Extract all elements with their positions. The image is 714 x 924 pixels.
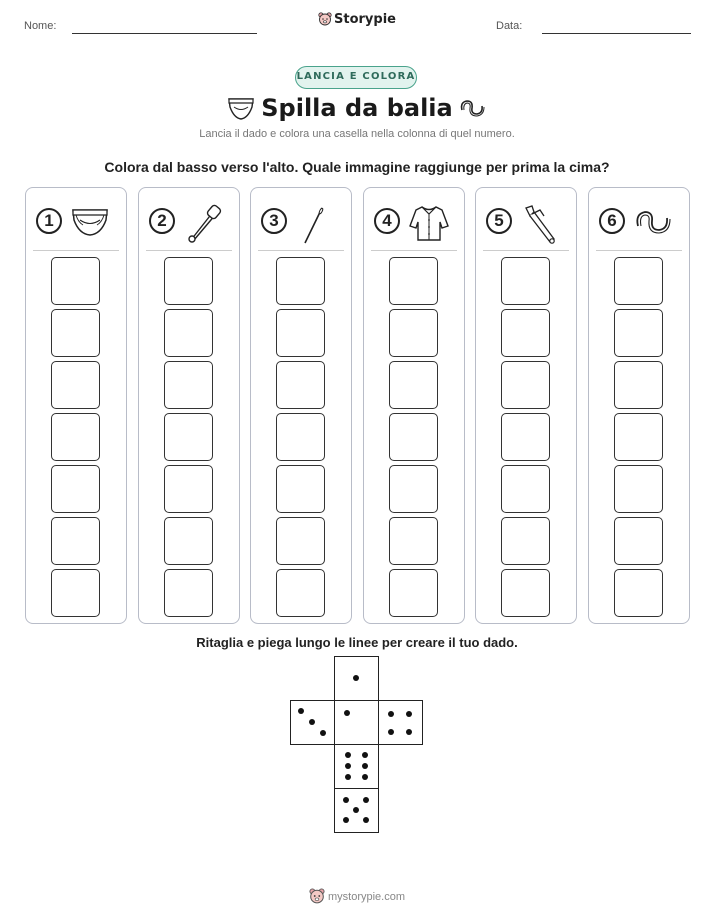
cell[interactable] — [164, 413, 213, 461]
storypie-bear-icon — [309, 888, 325, 904]
cell[interactable] — [51, 309, 100, 357]
pip — [363, 817, 369, 823]
cell[interactable] — [164, 309, 213, 357]
column-6 — [588, 187, 690, 624]
cell[interactable] — [164, 569, 213, 617]
cell[interactable] — [501, 517, 550, 565]
page-title: Spilla da balia — [261, 94, 453, 122]
activity-badge: LANCIA E COLORA — [295, 66, 417, 89]
date-label: Data: — [496, 20, 523, 32]
pip — [343, 797, 349, 803]
cell[interactable] — [501, 309, 550, 357]
cell[interactable] — [276, 569, 325, 617]
column-divider — [258, 250, 344, 251]
cell[interactable] — [501, 465, 550, 513]
cell[interactable] — [276, 309, 325, 357]
cell[interactable] — [501, 413, 550, 461]
name-label: Nome: — [24, 20, 57, 32]
column-divider — [33, 250, 119, 251]
pip — [298, 708, 304, 714]
cell[interactable] — [51, 413, 100, 461]
cell[interactable] — [501, 361, 550, 409]
storypie-bear-icon — [318, 12, 332, 26]
footer-url[interactable]: mystorypie.com — [327, 891, 406, 903]
column-number: 3 — [261, 208, 287, 234]
cell[interactable] — [164, 465, 213, 513]
safety-pin-icon — [183, 204, 223, 244]
cell[interactable] — [614, 257, 663, 305]
cell[interactable] — [51, 361, 100, 409]
pip — [406, 711, 412, 717]
column-5 — [475, 187, 577, 624]
brand-logo — [0, 12, 714, 27]
cell[interactable] — [389, 413, 438, 461]
die-face-5 — [334, 788, 379, 833]
column-3 — [250, 187, 352, 624]
cell[interactable] — [164, 361, 213, 409]
cell[interactable] — [51, 517, 100, 565]
cell[interactable] — [501, 569, 550, 617]
coloring-instruction: Colora dal basso verso l'alto. Quale immagine raggiunge per prima la cima? — [104, 159, 610, 175]
cell[interactable] — [614, 309, 663, 357]
column-4 — [363, 187, 465, 624]
pip — [353, 675, 359, 681]
cell[interactable] — [164, 517, 213, 565]
cell[interactable] — [614, 569, 663, 617]
die-face-3 — [290, 700, 335, 745]
die-face-4 — [378, 700, 423, 745]
brand-name: Storypie — [334, 12, 396, 27]
column-number: 1 — [36, 208, 62, 234]
shirt-icon — [408, 204, 450, 242]
cell[interactable] — [276, 257, 325, 305]
cell[interactable] — [389, 517, 438, 565]
cell[interactable] — [614, 413, 663, 461]
cell[interactable] — [51, 465, 100, 513]
column-number: 5 — [486, 208, 512, 234]
pip — [362, 763, 368, 769]
column-divider — [371, 250, 457, 251]
pip — [362, 752, 368, 758]
cell[interactable] — [276, 465, 325, 513]
cell[interactable] — [389, 309, 438, 357]
pip — [345, 752, 351, 758]
footer — [0, 888, 714, 904]
column-1 — [25, 187, 127, 624]
pip — [343, 817, 349, 823]
pip — [363, 797, 369, 803]
column-2 — [138, 187, 240, 624]
pip — [344, 710, 350, 716]
cell[interactable] — [389, 257, 438, 305]
pip — [345, 763, 351, 769]
cell[interactable] — [389, 361, 438, 409]
cut-instruction: Ritaglia e piega lungo le linee per creare il tuo dado. — [196, 635, 518, 650]
column-divider — [483, 250, 569, 251]
cell[interactable] — [51, 569, 100, 617]
cell[interactable] — [164, 257, 213, 305]
cell[interactable] — [276, 517, 325, 565]
date-line[interactable] — [542, 33, 691, 34]
pip — [388, 729, 394, 735]
column-number: 6 — [599, 208, 625, 234]
diaper-icon — [70, 204, 110, 240]
pip — [388, 711, 394, 717]
die-face-6 — [334, 744, 379, 789]
column-number: 4 — [374, 208, 400, 234]
cell[interactable] — [614, 465, 663, 513]
needle-icon — [295, 204, 335, 244]
cell[interactable] — [614, 517, 663, 565]
cell[interactable] — [276, 361, 325, 409]
title-row — [0, 92, 714, 126]
die-face-1 — [334, 656, 379, 701]
cell[interactable] — [51, 257, 100, 305]
clamp-icon — [520, 204, 560, 246]
column-number: 2 — [149, 208, 175, 234]
pip — [362, 774, 368, 780]
pip — [309, 719, 315, 725]
cell[interactable] — [389, 465, 438, 513]
cell[interactable] — [276, 413, 325, 461]
open-pin-icon — [633, 204, 673, 240]
pip — [320, 730, 326, 736]
cell[interactable] — [614, 361, 663, 409]
pip — [353, 807, 359, 813]
column-divider — [146, 250, 232, 251]
cell[interactable] — [389, 569, 438, 617]
name-line[interactable] — [72, 33, 257, 34]
open-pin-icon — [458, 96, 486, 120]
die-face-1-center — [334, 700, 379, 745]
column-divider — [596, 250, 682, 251]
pip — [406, 729, 412, 735]
pip — [345, 774, 351, 780]
page-subtitle: Lancia il dado e colora una casella nella colonna di quel numero. — [199, 128, 515, 140]
cell[interactable] — [501, 257, 550, 305]
